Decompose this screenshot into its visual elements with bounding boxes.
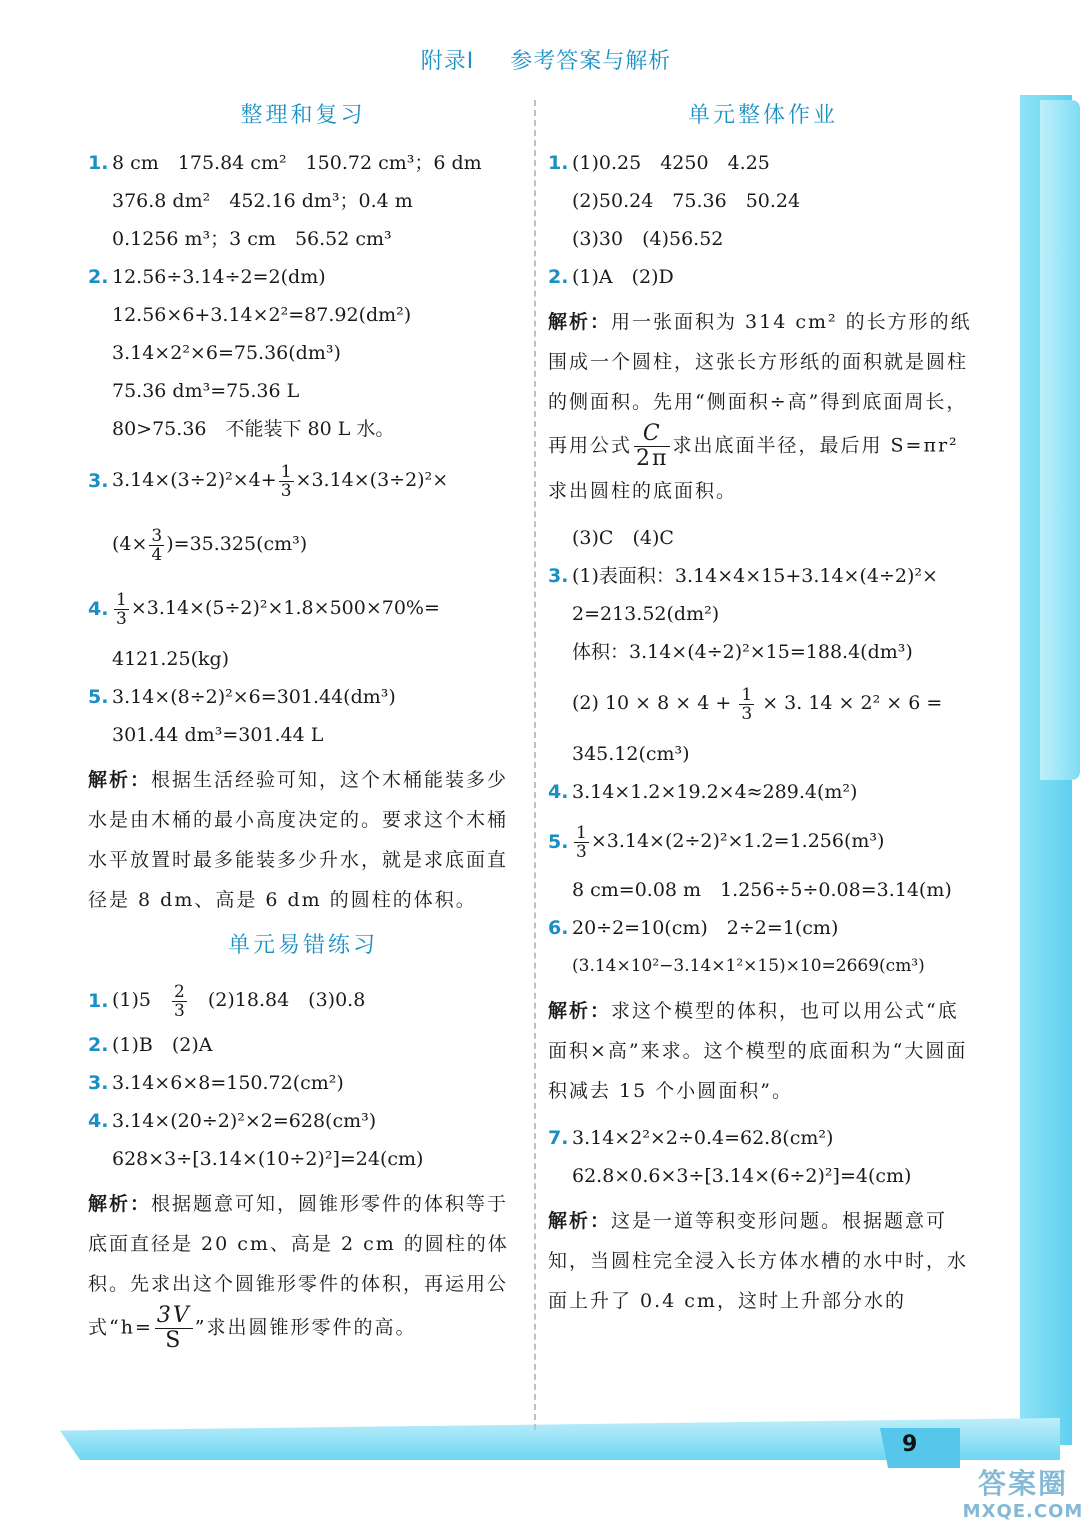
answer-line: 376.8 dm² 452.16 dm³；0.4 m (112, 190, 413, 212)
left-column (88, 98, 518, 1361)
analysis-label: 解析： (548, 1000, 612, 1022)
answer-line: 3.14×2²×2÷0.4=62.8(cm²) (572, 1127, 834, 1149)
fraction (172, 983, 187, 1020)
answer-item (548, 1119, 978, 1195)
expr-part: × 3. 14 × 2² × 6 = (762, 692, 943, 714)
item-number: 1. (88, 152, 109, 174)
fraction (634, 422, 670, 471)
analysis-label: 解析： (88, 1193, 152, 1215)
item-number: 5. (88, 686, 109, 708)
answer-line: 3.14×6×8=150.72(cm²) (112, 1072, 344, 1094)
answer-item (88, 1026, 518, 1064)
analysis-note (548, 1201, 978, 1321)
analysis-note (548, 302, 978, 511)
answer-line: 2=213.52(dm²) (572, 603, 720, 625)
answer-line: 0.1256 m³；3 cm 56.52 cm³ (112, 228, 392, 250)
answer-line: 8 cm 175.84 cm² 150.72 cm³；6 dm (112, 152, 482, 174)
section-title-unit-work: 单元整体作业 (687, 103, 838, 128)
answer-line: 628×3÷[3.14×(10÷2)²]=24(cm) (112, 1148, 424, 1170)
section-title-mistakes: 单元易错练习 (227, 933, 378, 958)
answer-line: 12.56×6+3.14×2²=87.92(dm²) (112, 304, 412, 326)
answer-item (88, 258, 518, 448)
analysis-text: 根据题意可知，圆锥形零件的体积等于底面直径是 20 cm、高是 2 cm 的圆柱的体积。先求出这个圆锥形零件的体积，再运用公式“h= (88, 1193, 509, 1339)
analysis-label: 解析： (88, 769, 152, 791)
answer-line: 62.8×0.6×3÷[3.14×(6÷2)²]=4(cm) (572, 1165, 912, 1187)
answer-line: (1)0.25 4250 4.25 (572, 152, 770, 174)
answer-line (112, 448, 518, 512)
numerator: C (634, 422, 670, 447)
fraction (279, 463, 294, 500)
answer-line: (3)30 (4)56.52 (572, 228, 724, 250)
item-number: 2. (88, 1034, 109, 1056)
denominator: 4 (151, 544, 163, 565)
watermark-line2: MXQE.COM (962, 1501, 1084, 1522)
item-number: 3. (88, 470, 109, 492)
answer-item (548, 909, 978, 985)
answer-item (548, 519, 978, 557)
page-number: 9 (902, 1432, 918, 1457)
item-number: 6. (548, 917, 569, 939)
answer-line: 3.14×(20÷2)²×2=628(cm³) (112, 1110, 377, 1132)
numerator: 1 (116, 589, 127, 610)
denominator: 3 (741, 703, 753, 724)
answer-line: 20÷2=10(cm) 2÷2=1(cm) (572, 917, 839, 939)
answer-item (88, 448, 518, 576)
numerator: 2 (174, 981, 185, 1002)
analysis-text: ”求出圆锥形零件的高。 (194, 1316, 417, 1339)
answer-item (88, 144, 518, 258)
answer-line: 345.12(cm³) (572, 743, 690, 765)
item-number: 4. (88, 598, 109, 620)
answer-item (88, 1102, 518, 1178)
analysis-label: 解析： (548, 1210, 612, 1232)
item-number: 7. (548, 1127, 569, 1149)
answer-item (88, 576, 518, 678)
analysis-note (548, 991, 978, 1111)
answer-item (548, 773, 978, 811)
denominator: 3 (174, 1000, 185, 1021)
denominator: 3 (280, 480, 292, 501)
answer-line (112, 576, 518, 640)
denominator: 3 (576, 841, 587, 862)
analysis-note (88, 760, 518, 920)
answer-item (548, 811, 978, 909)
expr-part: (2) 10 × 8 × 4 + (572, 692, 732, 714)
answer-line: 80>75.36 不能装下 80 L 水。 (112, 418, 395, 440)
item-number: 1. (548, 152, 569, 174)
watermark-line1: 答案圈 (977, 1467, 1068, 1500)
answer-line (112, 512, 518, 576)
item-number: 2. (88, 266, 109, 288)
expr-part: ×3.14×(2÷2)²×1.2=1.256(m³) (590, 830, 885, 852)
expr-part: (4× (112, 533, 148, 555)
item-number: 3. (88, 1072, 109, 1094)
expr-part: )=35.325(cm³) (166, 533, 308, 555)
analysis-text: 求出底面半径，最后用 S=πr² 求出圆柱的底面积。 (548, 434, 959, 502)
watermark-logo (960, 1467, 1086, 1532)
fraction (574, 824, 589, 861)
analysis-text: 求这个模型的体积，也可以用公式“底面积×高”来求。这个模型的底面积为“大圆面积减去 15 个小圆面积”。 (548, 1000, 968, 1102)
expr-part: (1)5 (112, 989, 152, 1011)
page-number-tab (880, 1428, 960, 1468)
answer-item (88, 678, 518, 754)
answer-line: (2)50.24 75.36 50.24 (572, 190, 801, 212)
answer-line: (1)A (2)D (572, 266, 674, 288)
right-decor-tab (1040, 100, 1080, 780)
analysis-note (88, 1184, 518, 1353)
numerator: 1 (741, 684, 753, 705)
expr-part: ×3.14×(5÷2)²×1.8×500×70%= (130, 597, 440, 619)
answer-line: 3.14×1.2×19.2×4≈289.4(m²) (572, 781, 858, 803)
numerator: 1 (576, 822, 587, 843)
expr-part: (2)18.84 (3)0.8 (207, 989, 366, 1011)
column-divider (534, 100, 536, 1430)
answer-line: 3.14×(8÷2)²×6=301.44(dm³) (112, 686, 396, 708)
header-appendix: 附录Ⅰ (420, 49, 475, 74)
analysis-label: 解析： (548, 311, 612, 333)
analysis-text: 这是一道等积变形问题。根据题意可知，当圆柱完全浸入长方体水槽的水中时，水面上升了 0.4 cm，这时上升部分水的 (548, 1210, 969, 1312)
fraction (739, 686, 754, 723)
header-title: 参考答案与解析 (510, 49, 672, 74)
answer-line: 体积：3.14×(4÷2)²×15=188.4(dm³) (572, 641, 913, 663)
item-number: 4. (548, 781, 569, 803)
right-column (548, 98, 978, 1329)
numerator: 3V (156, 1303, 191, 1328)
analysis-text: 用一张面积为 314 cm² 的长方形的纸围成一个圆柱，这张长方形纸的面积就是圆柱的侧面积。先用“侧面积÷高”得到底面周长，再用公式 (548, 311, 972, 457)
answer-item (548, 258, 978, 296)
fraction (149, 527, 164, 564)
denominator: 3 (116, 608, 127, 629)
answer-line: (1)表面积：3.14×4×15+3.14×(4÷2)²× (572, 565, 938, 587)
answer-line (572, 811, 978, 871)
answer-line: 4121.25(kg) (112, 648, 230, 670)
item-number: 1. (88, 990, 109, 1012)
numerator: 1 (280, 461, 292, 482)
item-number: 5. (548, 831, 569, 853)
answer-line (112, 974, 518, 1026)
fraction (155, 1304, 193, 1353)
answer-line (572, 671, 978, 735)
fraction (114, 591, 129, 628)
answer-line: (1)B (2)A (112, 1034, 213, 1056)
answer-item (548, 144, 978, 258)
item-number: 2. (548, 266, 569, 288)
denominator: 2π (636, 446, 669, 471)
expr-part: ×3.14×(3÷2)²× (295, 469, 449, 491)
numerator: 3 (151, 525, 163, 546)
answer-line: 3.14×2²×6=75.36(dm³) (112, 342, 341, 364)
page-header (0, 44, 1092, 75)
answer-line: 12.56÷3.14÷2=2(dm) (112, 266, 326, 288)
answer-item (88, 1064, 518, 1102)
answer-line: 8 cm=0.08 m 1.256÷5÷0.08=3.14(m) (572, 879, 952, 901)
answer-line: (3)C (4)C (572, 527, 674, 549)
denominator: S (165, 1328, 183, 1353)
answer-line: (3.14×10²−3.14×1²×15)×10=2669(cm³) (572, 956, 925, 976)
item-number: 3. (548, 565, 569, 587)
analysis-text: 根据生活经验可知，这个木桶能装多少水是由木桶的最小高度决定的。要求这个木桶水平放置时最多能装多少升水，就是求底面直径是 8 dm、高是 6 dm 的圆柱的体积。 (88, 769, 509, 911)
item-number: 4. (88, 1110, 109, 1132)
answer-line: 75.36 dm³=75.36 L (112, 380, 300, 402)
answer-item (88, 974, 518, 1026)
answer-item (548, 557, 978, 773)
expr-part: 3.14×(3÷2)²×4+ (112, 469, 277, 491)
section-title-review: 整理和复习 (240, 103, 366, 128)
answer-line: 301.44 dm³=301.44 L (112, 724, 324, 746)
